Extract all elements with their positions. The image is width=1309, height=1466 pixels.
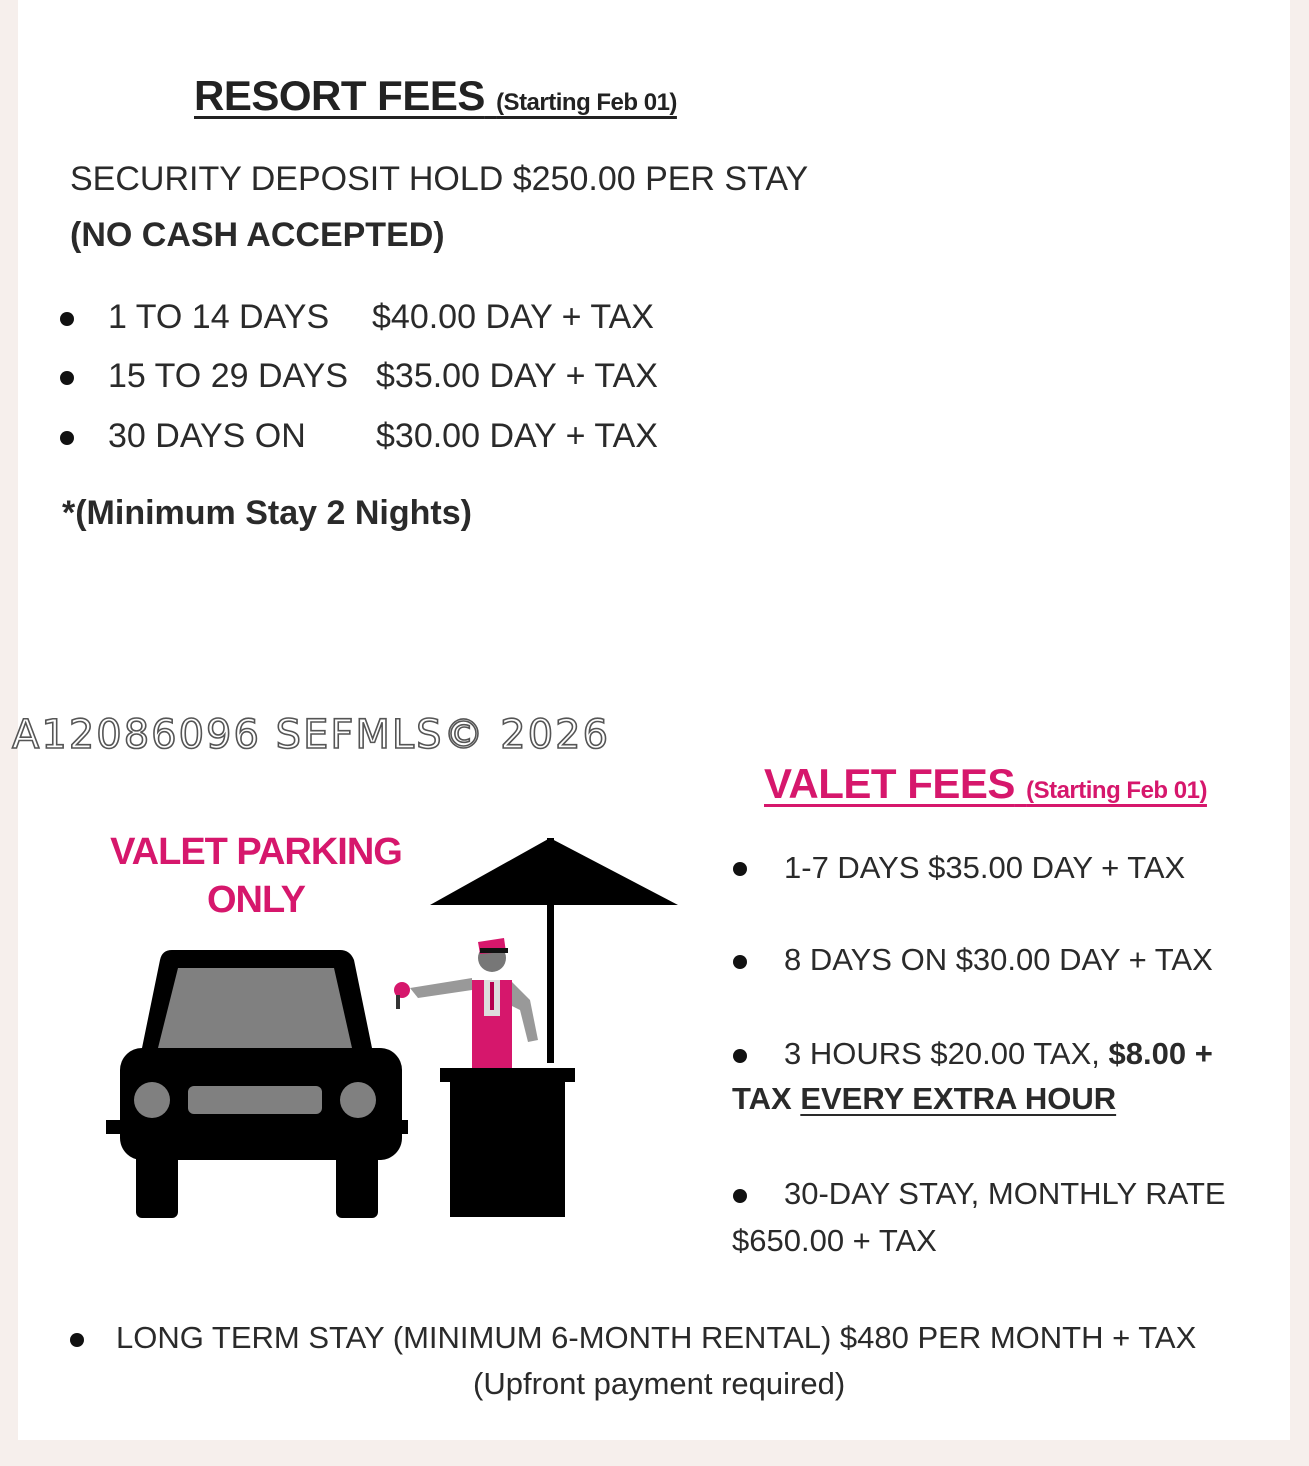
resort-rate-days: 1 TO 14 DAYS	[108, 298, 330, 336]
mls-watermark: A12086096 SEFMLS© 2026	[12, 712, 611, 758]
resort-rate-row	[108, 417, 306, 456]
valet-parking-label-line1: VALET PARKING	[110, 831, 402, 873]
resort-rate-price: $40.00 DAY + TAX	[372, 298, 654, 336]
valet-item-4-line2: $650.00 + TAX	[732, 1223, 937, 1258]
valet-item-4: 30-DAY STAY, MONTHLY RATE	[784, 1176, 1226, 1211]
resort-fees-subtitle: (Starting Feb 01)	[496, 89, 677, 116]
long-term-stay-text: LONG TERM STAY (MINIMUM 6-MONTH RENTAL) $480 PER MONTH + TAX	[116, 1320, 1197, 1355]
long-term-note: (Upfront payment required)	[473, 1366, 846, 1401]
resort-rate-price: $35.00 DAY + TAX	[376, 357, 658, 395]
umbrella-icon	[430, 838, 678, 1063]
bullet-icon	[60, 371, 74, 385]
resort-fees-title-text: RESORT FEES	[194, 72, 485, 119]
minimum-stay-text: *(Minimum Stay 2 Nights)	[62, 494, 472, 532]
valet-item-3	[784, 1036, 1213, 1072]
bullet-icon	[60, 431, 74, 445]
resort-rate-price: $30.00 DAY + TAX	[376, 417, 658, 455]
valet-item-2: 8 DAYS ON $30.00 DAY + TAX	[784, 942, 1213, 977]
resort-rate-days: 15 TO 29 DAYS	[108, 357, 349, 395]
bullet-icon	[60, 312, 74, 326]
no-cash-text: (NO CASH ACCEPTED)	[70, 216, 445, 254]
resort-fees-title	[194, 72, 677, 120]
bullet-icon	[733, 955, 747, 969]
valet-parking-label-line2: ONLY	[206, 879, 306, 921]
valet-item-3-line2	[732, 1081, 1116, 1117]
valet-illustration	[100, 830, 690, 1230]
valet-attendant-icon	[394, 938, 538, 1070]
valet-item-1: 1-7 DAYS $35.00 DAY + TAX	[784, 850, 1186, 885]
valet-fees-title	[764, 760, 1207, 808]
bullet-icon	[70, 1333, 84, 1347]
bullet-icon	[733, 1189, 747, 1203]
valet-fees-title-text: VALET FEES	[764, 760, 1015, 807]
valet-item-3-extra-hour: EVERY EXTRA HOUR	[800, 1081, 1117, 1116]
car-icon	[106, 950, 408, 1218]
valet-item-3-extra: $8.00 +	[1108, 1036, 1213, 1071]
resort-rate-days: 30 DAYS ON	[108, 417, 306, 455]
security-deposit-text: SECURITY DEPOSIT HOLD $250.00 PER STAY	[70, 160, 809, 198]
valet-podium-icon	[440, 1068, 575, 1217]
valet-item-3-text: 3 HOURS $20.00 TAX,	[784, 1036, 1109, 1071]
bullet-icon	[733, 862, 747, 876]
resort-rate-row	[108, 357, 348, 396]
bullet-icon	[733, 1049, 747, 1063]
valet-fees-subtitle: (Starting Feb 01)	[1026, 777, 1207, 804]
valet-item-3-tax: TAX	[732, 1081, 801, 1116]
resort-rate-row	[108, 298, 329, 337]
